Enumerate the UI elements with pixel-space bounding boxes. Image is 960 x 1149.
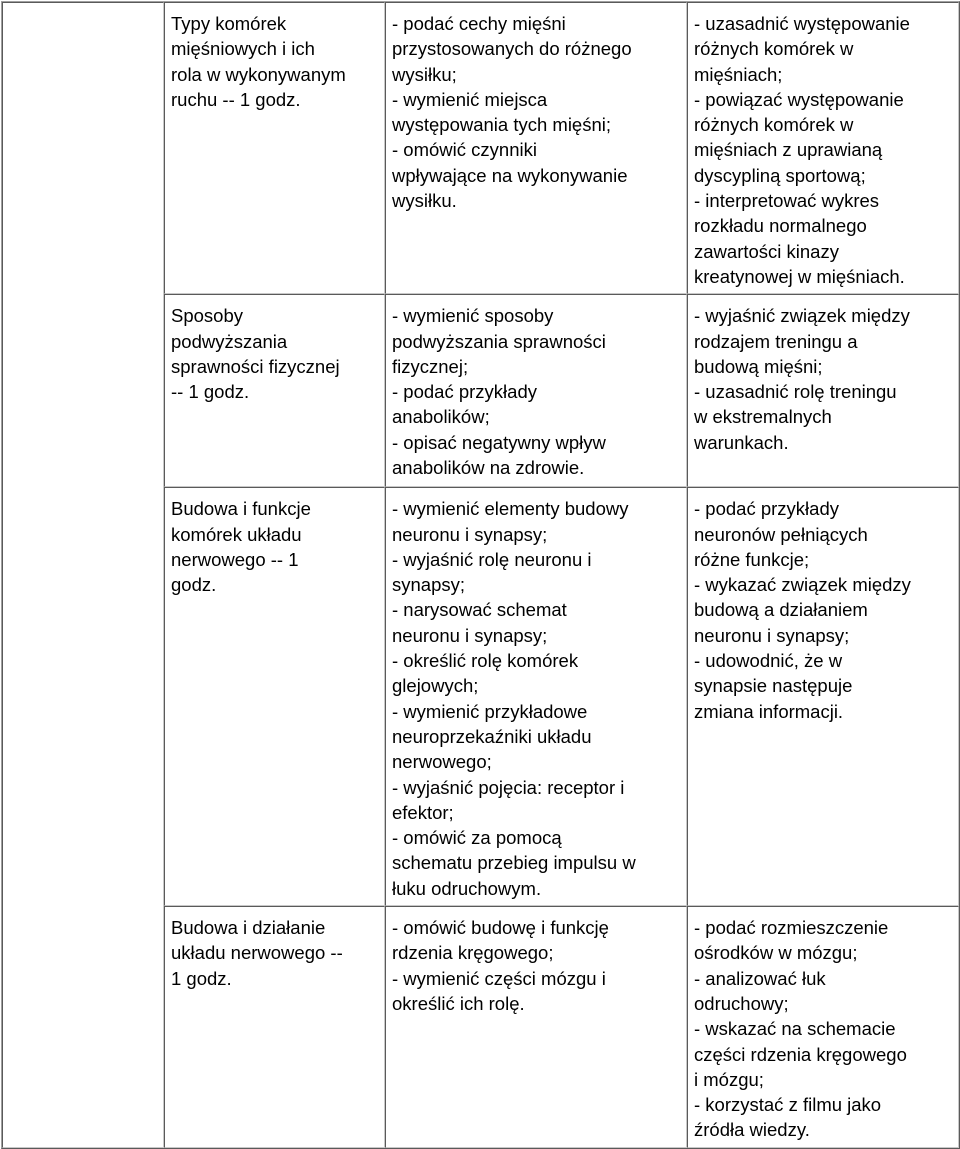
topic-cell	[164, 2, 385, 294]
extended-requirements-text: - uzasadnić występowanie różnych komórek w mięśniach; - powiązać występowanie różnych komórek w mięśniach z uprawianą dyscypliną sportową; - interpretować wykres rozkładu normalnego zawartości kinazy kreatynowej w mięśniach.	[694, 13, 910, 287]
basic-requirements-cell	[385, 487, 687, 906]
basic-requirements-cell	[385, 2, 687, 294]
basic-requirements-cell	[385, 906, 687, 1148]
topic-text: Sposoby podwyższania sprawności fizycznej -- 1 godz.	[171, 305, 340, 403]
basic-requirements-text: - wymienić elementy budowy neuronu i synapsy; - wyjaśnić rolę neuronu i synapsy; - narysować schemat neuronu i synapsy; - określić rolę komórek glejowych; - wymienić przykładowe neuroprzekaźniki układu nerwowego; - wyjaśnić pojęcia: receptor i efektor; - omówić za pomocą schematu przebieg impulsu w łuku odruchowym.	[392, 498, 636, 899]
topic-text: Budowa i funkcje komórek układu nerwowego -- 1 godz.	[171, 498, 311, 596]
extended-requirements-cell	[687, 906, 959, 1148]
extended-requirements-text: - wyjaśnić związek między rodzajem treningu a budową mięśni; - uzasadnić rolę treningu w ekstremalnych warunkach.	[694, 305, 910, 453]
topic-cell	[164, 487, 385, 906]
topic-text: Budowa i działanie układu nerwowego -- 1 godz.	[171, 917, 343, 989]
basic-requirements-cell	[385, 294, 687, 487]
topic-cell	[164, 906, 385, 1148]
table-row	[2, 2, 959, 294]
empty-cell	[2, 2, 164, 1148]
topic-cell	[164, 294, 385, 487]
extended-requirements-text: - podać rozmieszczenie ośrodków w mózgu; - analizować łuk odruchowy; - wskazać na schemacie części rdzenia kręgowego i mózgu; - korzystać z filmu jako źródła wiedzy.	[694, 917, 907, 1141]
extended-requirements-cell	[687, 487, 959, 906]
curriculum-table	[1, 1, 960, 1149]
basic-requirements-text: - podać cechy mięśni przystosowanych do różnego wysiłku; - wymienić miejsca występowania tych mięśni; - omówić czynniki wpływające na wykonywanie wysiłku.	[392, 13, 632, 212]
extended-requirements-text: - podać przykłady neuronów pełniących różne funkcje; - wykazać związek między budową a działaniem neuronu i synapsy; - udowodnić, że w synapsie następuje zmiana informacji.	[694, 498, 911, 722]
basic-requirements-text: - wymienić sposoby podwyższania sprawności fizycznej; - podać przykłady anabolików; - opisać negatywny wpływ anabolików na zdrowie.	[392, 305, 606, 479]
topic-text: Typy komórek mięśniowych i ich rola w wykonywanym ruchu -- 1 godz.	[171, 13, 346, 110]
extended-requirements-cell	[687, 2, 959, 294]
extended-requirements-cell	[687, 294, 959, 487]
basic-requirements-text: - omówić budowę i funkcję rdzenia kręgowego; - wymienić części mózgu i określić ich rolę.	[392, 917, 609, 1014]
